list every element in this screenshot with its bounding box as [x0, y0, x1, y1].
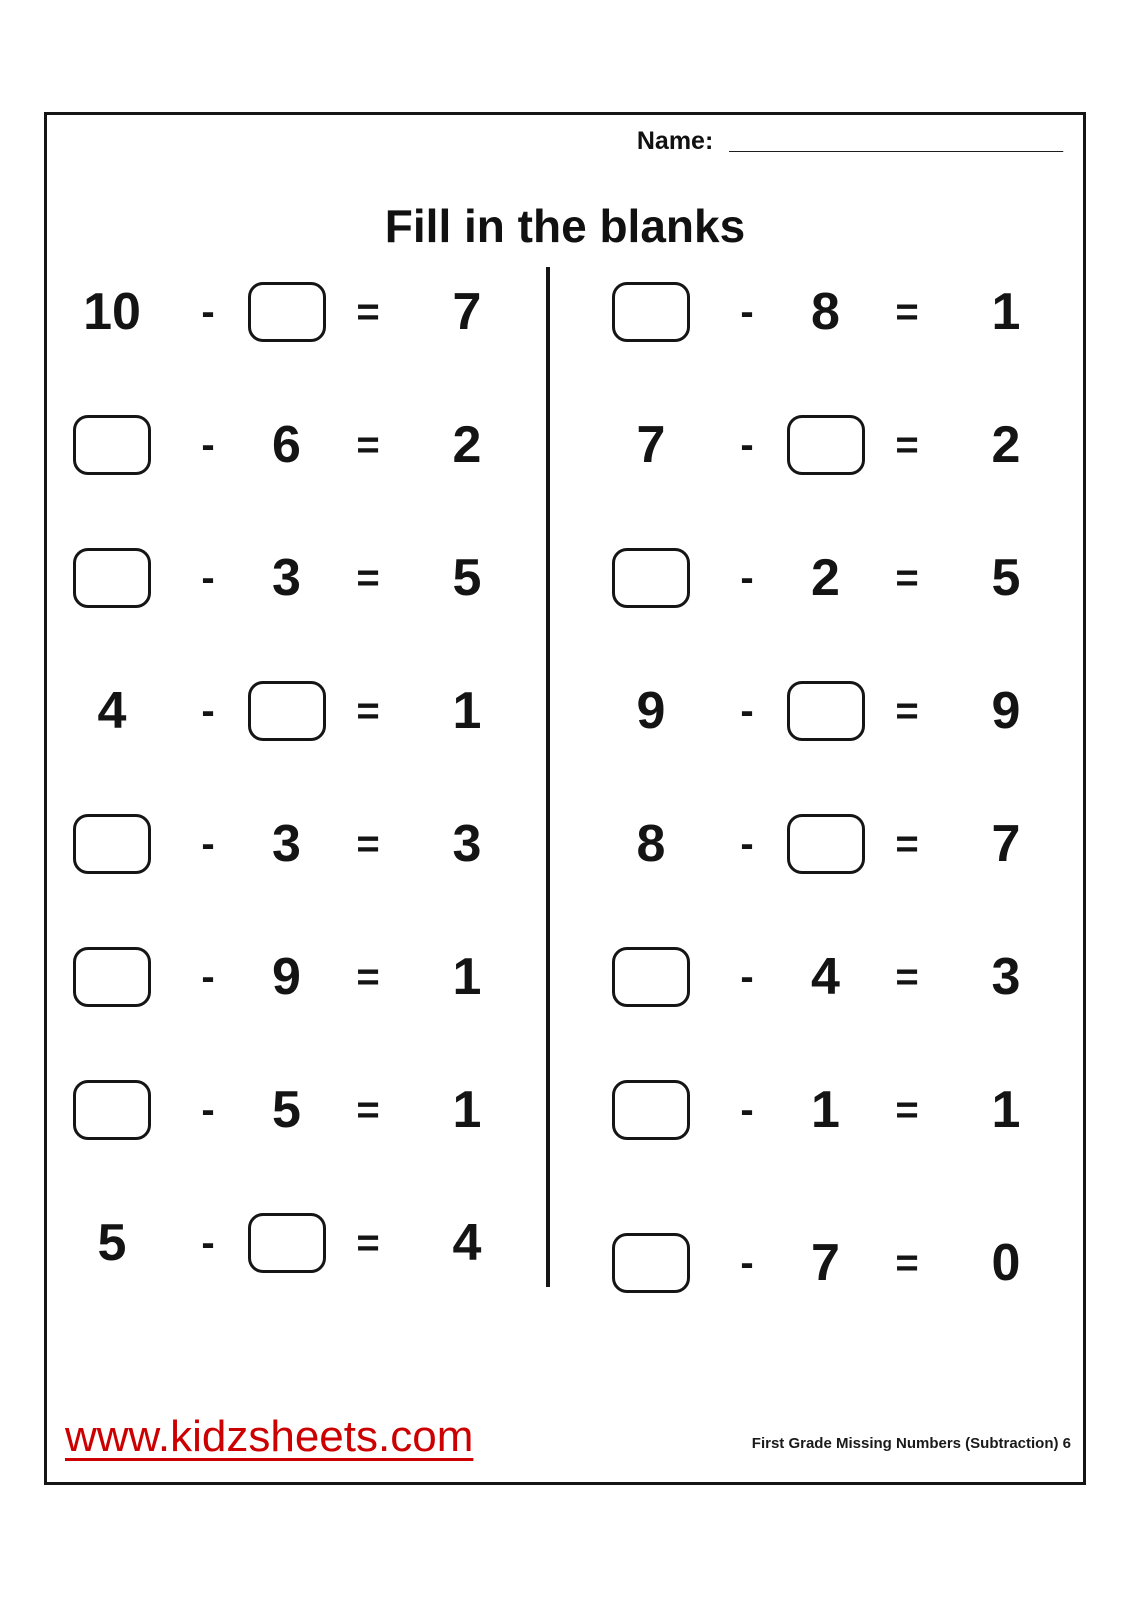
answer-box[interactable] — [73, 1080, 151, 1140]
equals-sign: = — [895, 821, 919, 866]
difference-value: 1 — [452, 1080, 482, 1139]
problem-cell-subtrahend — [811, 548, 840, 607]
equals-sign: = — [356, 954, 380, 999]
subtrahend-value: 7 — [811, 1233, 840, 1292]
problem-row — [47, 245, 546, 378]
name-label: Name: — [636, 127, 714, 155]
equals-sign: = — [895, 1240, 919, 1285]
answer-box[interactable] — [612, 282, 690, 342]
problem-cell-subtrahend — [787, 415, 865, 475]
difference-value: 1 — [991, 1080, 1021, 1139]
problem-cell-minuend — [73, 415, 151, 475]
problem-cell-minuend — [83, 282, 141, 341]
subtrahend-value: 2 — [811, 548, 840, 607]
problem-cell-subtrahend — [272, 548, 301, 607]
problem-cell-difference — [452, 681, 482, 740]
problem-cell-subtrahend — [787, 814, 865, 874]
problem-cell-subtrahend — [272, 1080, 301, 1139]
difference-value: 1 — [452, 681, 482, 740]
equals-sign: = — [895, 1087, 919, 1132]
problem-cell-difference — [452, 1080, 482, 1139]
problem-cell-equals — [356, 821, 380, 866]
answer-box[interactable] — [73, 415, 151, 475]
page-title: Fill in the blanks — [384, 200, 746, 252]
problem-cell-equals — [356, 954, 380, 999]
problem-cell-difference — [991, 1080, 1021, 1139]
problem-cell-equals — [895, 954, 919, 999]
answer-box[interactable] — [612, 947, 690, 1007]
problem-cell-subtrahend — [248, 1213, 326, 1273]
answer-box[interactable] — [787, 415, 865, 475]
subtrahend-value: 5 — [272, 1080, 301, 1139]
problem-cell-equals — [895, 289, 919, 334]
subtrahend-value: 3 — [272, 814, 301, 873]
problem-cell-minuend — [612, 947, 690, 1007]
difference-value: 3 — [991, 947, 1021, 1006]
problem-row — [47, 511, 546, 644]
name-row — [637, 127, 1063, 156]
problem-cell-equals — [356, 688, 380, 733]
problem-cell-equals — [895, 1240, 919, 1285]
problem-cell-minus — [740, 555, 754, 600]
equals-sign: = — [356, 289, 380, 334]
problem-cell-subtrahend — [272, 415, 301, 474]
minuend-value: 9 — [636, 681, 666, 740]
problem-cell-difference — [991, 282, 1021, 341]
problem-row — [47, 1043, 546, 1176]
problem-cell-minus — [201, 954, 215, 999]
problems-column-right — [550, 245, 1083, 1329]
equals-sign: = — [356, 688, 380, 733]
problem-cell-minus — [201, 555, 215, 600]
footer-caption: First Grade Missing Numbers (Subtraction) 6 — [751, 1435, 1071, 1452]
problem-cell-minuend — [636, 415, 666, 474]
problem-cell-minuend — [612, 548, 690, 608]
difference-value: 4 — [452, 1213, 482, 1272]
answer-box[interactable] — [248, 1213, 326, 1273]
problem-cell-equals — [356, 555, 380, 600]
problem-cell-minus — [201, 422, 215, 467]
problem-cell-minus — [740, 1240, 754, 1285]
problem-row — [586, 378, 1083, 511]
minus-sign: - — [740, 422, 754, 467]
minus-sign: - — [201, 422, 215, 467]
problem-cell-minus — [201, 1220, 215, 1265]
minuend-value: 8 — [636, 814, 666, 873]
difference-value: 2 — [452, 415, 482, 474]
problem-cell-subtrahend — [248, 282, 326, 342]
difference-value: 2 — [991, 415, 1021, 474]
minus-sign: - — [740, 289, 754, 334]
equals-sign: = — [356, 1087, 380, 1132]
difference-value: 7 — [991, 814, 1021, 873]
problem-cell-difference — [991, 947, 1021, 1006]
problem-cell-minuend — [97, 681, 127, 740]
website-link[interactable]: www.kidzsheets.com — [65, 1412, 474, 1461]
problem-cell-equals — [356, 1220, 380, 1265]
problem-cell-difference — [991, 681, 1021, 740]
problem-cell-minus — [740, 954, 754, 999]
problem-cell-minus — [201, 1087, 215, 1132]
problem-row — [586, 1196, 1083, 1329]
equals-sign: = — [895, 422, 919, 467]
answer-box[interactable] — [787, 681, 865, 741]
minus-sign: - — [740, 555, 754, 600]
problem-cell-minuend — [612, 282, 690, 342]
minus-sign: - — [740, 1087, 754, 1132]
answer-box[interactable] — [73, 947, 151, 1007]
minus-sign: - — [201, 821, 215, 866]
difference-value: 7 — [452, 282, 482, 341]
problem-row — [47, 378, 546, 511]
problem-cell-subtrahend — [787, 681, 865, 741]
minus-sign: - — [201, 1087, 215, 1132]
problem-cell-subtrahend — [811, 1080, 840, 1139]
problem-cell-equals — [895, 821, 919, 866]
problem-row — [586, 245, 1083, 378]
subtrahend-value: 6 — [272, 415, 301, 474]
minus-sign: - — [201, 289, 215, 334]
problem-cell-difference — [452, 947, 482, 1006]
problem-cell-difference — [452, 415, 482, 474]
difference-value: 1 — [452, 947, 482, 1006]
problem-cell-equals — [895, 555, 919, 600]
problem-cell-minus — [740, 1087, 754, 1132]
problem-row — [586, 511, 1083, 644]
problem-cell-difference — [452, 282, 482, 341]
problem-cell-subtrahend — [272, 947, 301, 1006]
problem-row — [47, 910, 546, 1043]
problem-cell-minus — [201, 821, 215, 866]
problem-cell-subtrahend — [811, 1233, 840, 1292]
problems-column-left — [47, 245, 546, 1309]
difference-value: 5 — [452, 548, 482, 607]
minuend-value: 5 — [97, 1213, 127, 1272]
problem-cell-minuend — [73, 548, 151, 608]
problem-cell-equals — [895, 422, 919, 467]
equals-sign: = — [895, 555, 919, 600]
subtrahend-value: 4 — [811, 947, 840, 1006]
equals-sign: = — [356, 1220, 380, 1265]
problem-row — [586, 777, 1083, 910]
minuend-value: 7 — [636, 415, 666, 474]
difference-value: 1 — [991, 282, 1021, 341]
difference-value: 5 — [991, 548, 1021, 607]
subtrahend-value: 8 — [811, 282, 840, 341]
problem-row — [47, 644, 546, 777]
problem-cell-minus — [740, 289, 754, 334]
difference-value: 3 — [452, 814, 482, 873]
problem-cell-minuend — [73, 1080, 151, 1140]
problem-cell-difference — [991, 415, 1021, 474]
minus-sign: - — [201, 555, 215, 600]
minus-sign: - — [740, 1240, 754, 1285]
difference-value: 9 — [991, 681, 1021, 740]
problem-cell-difference — [991, 548, 1021, 607]
minus-sign: - — [740, 821, 754, 866]
problem-cell-difference — [452, 1213, 482, 1272]
problem-cell-minuend — [636, 681, 666, 740]
page-border — [44, 112, 1086, 1485]
difference-value: 0 — [991, 1233, 1021, 1292]
problem-cell-minus — [201, 688, 215, 733]
problem-cell-minus — [740, 821, 754, 866]
minus-sign: - — [201, 688, 215, 733]
problem-row — [47, 1176, 546, 1309]
equals-sign: = — [895, 688, 919, 733]
answer-box[interactable] — [248, 681, 326, 741]
answer-box[interactable] — [612, 548, 690, 608]
problem-cell-subtrahend — [811, 282, 840, 341]
subtrahend-value: 3 — [272, 548, 301, 607]
problem-row — [586, 1043, 1083, 1176]
equals-sign: = — [356, 555, 380, 600]
equals-sign: = — [356, 821, 380, 866]
problem-row — [586, 910, 1083, 1043]
problem-cell-minuend — [73, 947, 151, 1007]
name-input-line[interactable]: ________________________ — [729, 127, 1063, 155]
equals-sign: = — [895, 954, 919, 999]
minuend-value: 4 — [97, 681, 127, 740]
problem-cell-minuend — [73, 814, 151, 874]
minus-sign: - — [740, 954, 754, 999]
problem-cell-subtrahend — [272, 814, 301, 873]
minus-sign: - — [201, 954, 215, 999]
problem-cell-equals — [356, 1087, 380, 1132]
problem-row — [47, 777, 546, 910]
problem-cell-minuend — [636, 814, 666, 873]
problem-cell-subtrahend — [811, 947, 840, 1006]
problem-cell-equals — [895, 688, 919, 733]
problem-cell-minuend — [97, 1213, 127, 1272]
problem-cell-minus — [740, 422, 754, 467]
problem-cell-difference — [452, 548, 482, 607]
problem-cell-difference — [991, 814, 1021, 873]
subtrahend-value: 9 — [272, 947, 301, 1006]
problem-cell-equals — [356, 422, 380, 467]
answer-box[interactable] — [73, 814, 151, 874]
problem-cell-equals — [356, 289, 380, 334]
equals-sign: = — [895, 289, 919, 334]
answer-box[interactable] — [612, 1080, 690, 1140]
problem-cell-minuend — [612, 1233, 690, 1293]
answer-box[interactable] — [248, 282, 326, 342]
problem-cell-difference — [991, 1233, 1021, 1292]
problem-cell-equals — [895, 1087, 919, 1132]
problem-cell-minus — [201, 289, 215, 334]
problem-cell-difference — [452, 814, 482, 873]
minus-sign: - — [201, 1220, 215, 1265]
problem-cell-minus — [740, 688, 754, 733]
subtrahend-value: 1 — [811, 1080, 840, 1139]
answer-box[interactable] — [787, 814, 865, 874]
answer-box[interactable] — [612, 1233, 690, 1293]
minuend-value: 10 — [83, 282, 141, 341]
problem-cell-minuend — [612, 1080, 690, 1140]
answer-box[interactable] — [73, 548, 151, 608]
equals-sign: = — [356, 422, 380, 467]
problems-area — [47, 245, 1083, 1329]
problem-cell-subtrahend — [248, 681, 326, 741]
minus-sign: - — [740, 688, 754, 733]
problem-row — [586, 644, 1083, 777]
